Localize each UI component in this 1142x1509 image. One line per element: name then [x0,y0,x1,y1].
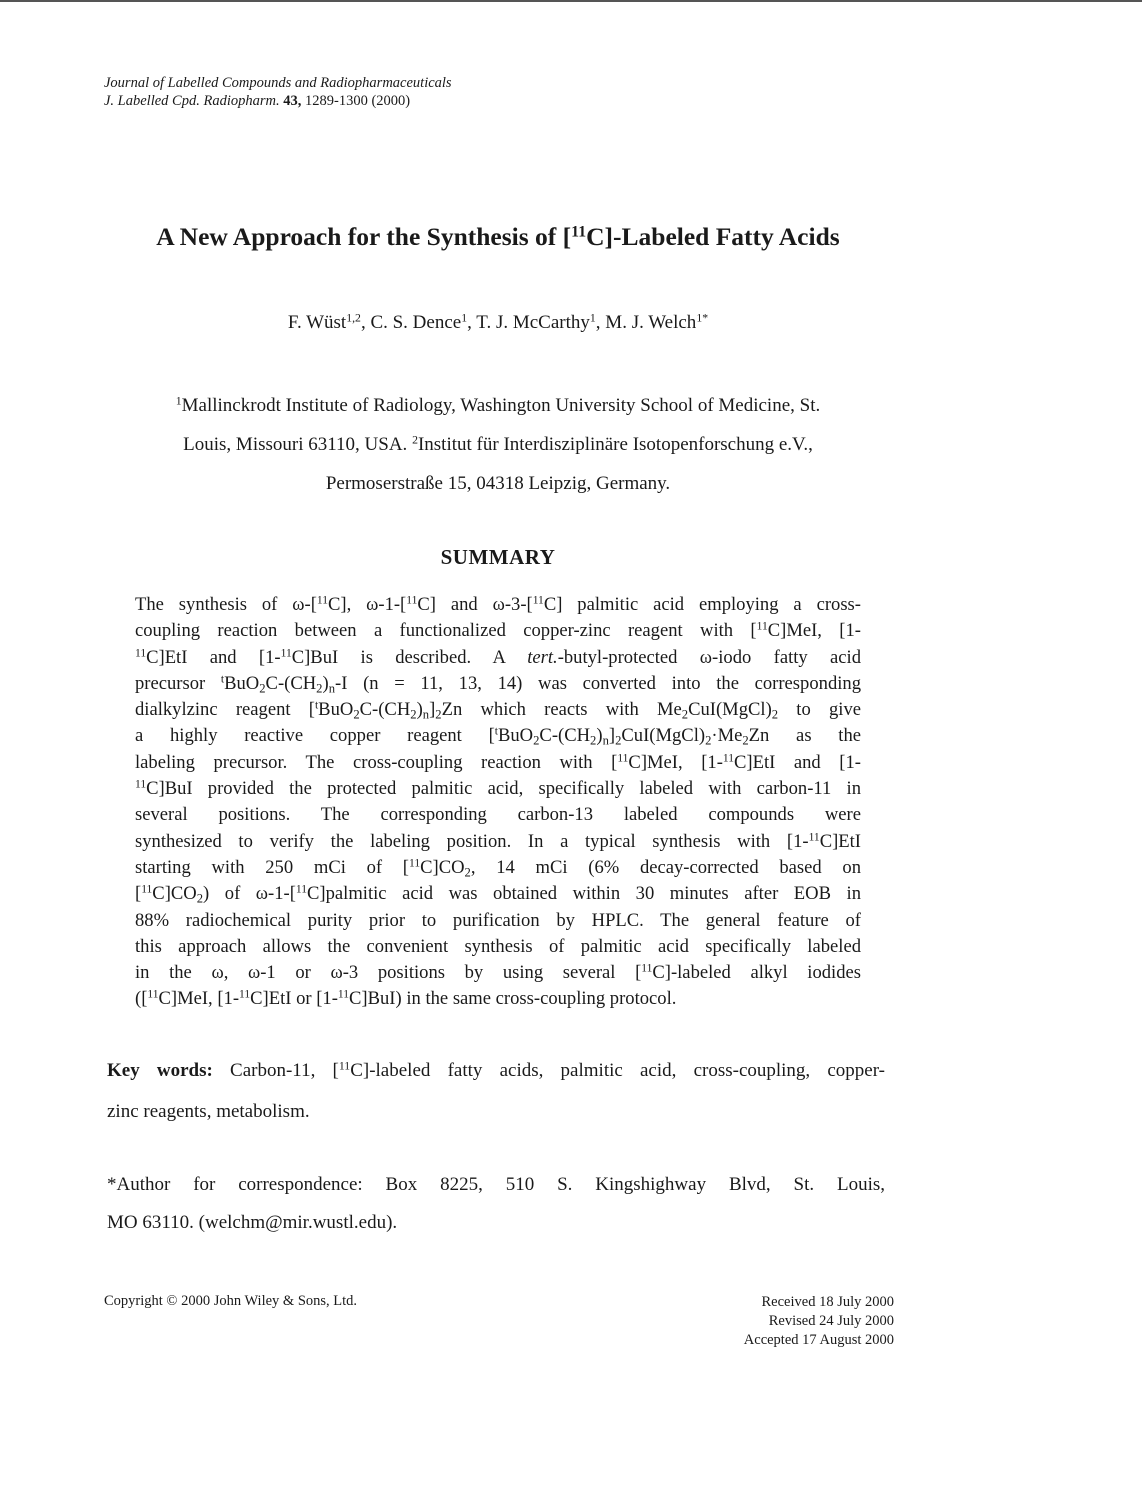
author: T. J. McCarthy$^1$, [476,311,606,333]
summary-line: ([$^{11}$C]MeI, [1-$^{11}$C]EtI or [1-$^{11}$C]BuI) in the same cross-coupling protocol. [135,988,677,1010]
summary-line: starting with 250 mCi of $[^{11}C]CO_2$, 14 mCi (6% decay-corrected based on [135,856,861,880]
journal-header [104,74,452,110]
correspondence [107,1166,885,1242]
author-list [0,312,996,334]
top-rule [0,0,1142,2]
accepted-date: Accepted 17 August 2000 [743,1332,894,1348]
author: C. S. Dence$^1$, [370,311,477,333]
summary-line: this approach allows the convenient synthesis of palmitic acid specifically labeled [135,935,861,957]
paper-title: A New Approach for the Synthesis of [$^{11}$C]-Labeled Fatty Acids [156,222,840,251]
manuscript-dates [744,1293,894,1350]
author: F. Wüst$^{1,2}$, [287,311,371,333]
summary-line: in the ω, ω-1 or ω-3 positions by using several [$^{11}$C]-labeled alkyl iodides [135,962,861,984]
affiliation-line: Permoserstraße 15, 04318 Leipzig, Germany. [325,473,671,494]
summary-line: labeling precursor. The cross-coupling reaction with [$^{11}$C]MeI, [1-$^{11}$C]EtI and [1- [135,751,861,773]
keywords-line: Key words: Carbon-11, [$^{11}$C]-labeled fatty acids, palmitic acid, cross-coupling, copper- [107,1059,886,1081]
summary-line: a highly reactive copper reagent $[^tBuO_2C-(CH_2)_n]_2CuI(MgCl)_2\cdot Me_2Zn$ as the [135,725,861,749]
keywords-line: zinc reagents, metabolism. [107,1101,310,1122]
summary-line: $^{11}$C]EtI and [1-$^{11}$C]BuI is described. A tert.-butyl-protected ω-iodo fatty acid [135,646,861,668]
correspondence-line: *Author for correspondence: Box 8225, 510 S. Kingshighway Blvd, St. Louis, [107,1174,885,1195]
summary-body [135,592,861,1013]
keywords [107,1050,885,1132]
author: M. J. Welch$^{1*}$ [605,311,709,333]
summary-heading: SUMMARY [440,545,556,569]
affiliations [118,386,878,503]
journal-name: Journal of Labelled Compounds and Radiopharmaceuticals [104,75,452,91]
affiliation-line: Louis, Missouri 63110, USA. $^2$Institut für Interdisziplinäre Isotopenforschung e.V., [183,433,813,455]
summary-line: coupling reaction between a functionalized copper-zinc reagent with [$^{11}$C]MeI, [1- [135,620,861,642]
summary-line: dialkylzinc reagent $[^tBuO_2C-(CH_2)_n]_2Zn$ which reacts with $Me_2CuI(MgCl)_2$ to give [135,699,861,722]
summary-line: $^{11}$C]BuI provided the protected palmitic acid, specifically labeled with carbon-11 in [135,778,861,800]
summary-line: $[^{11}C]CO_2$) of ω-1-[$^{11}$C]palmitic acid was obtained within 30 minutes after EOB in [135,883,861,906]
summary-line: synthesized to verify the labeling position. In a typical synthesis with [1-$^{11}$C]EtI [135,830,861,852]
copyright: Copyright © 2000 John Wiley & Sons, Ltd. [104,1293,358,1309]
received-date: Received 18 July 2000 [761,1294,894,1310]
correspondence-line: MO 63110. (welchm@mir.wustl.edu). [107,1212,398,1233]
summary-line: several positions. The corresponding carbon-13 labeled compounds were [135,804,861,826]
summary-line: precursor $^tBuO_2C-(CH_2)_n-I$ (n = 11, 13, 14) was converted into the corresponding [135,672,861,696]
revised-date: Revised 24 July 2000 [768,1313,894,1329]
journal-citation: J. Labelled Cpd. Radiopharm. 43, 1289-1300 (2000) [104,93,411,109]
summary-line: The synthesis of ω-[$^{11}$C], ω-1-[$^{11}$C] and ω-3-[$^{11}$C] palmitic acid employing a cross- [135,594,861,615]
affiliation-line: $^1$Mallinckrodt Institute of Radiology, Washington University School of Medicine, St. [175,394,821,416]
summary-line: 88% radiochemical purity prior to purification by HPLC. The general feature of [135,909,861,931]
